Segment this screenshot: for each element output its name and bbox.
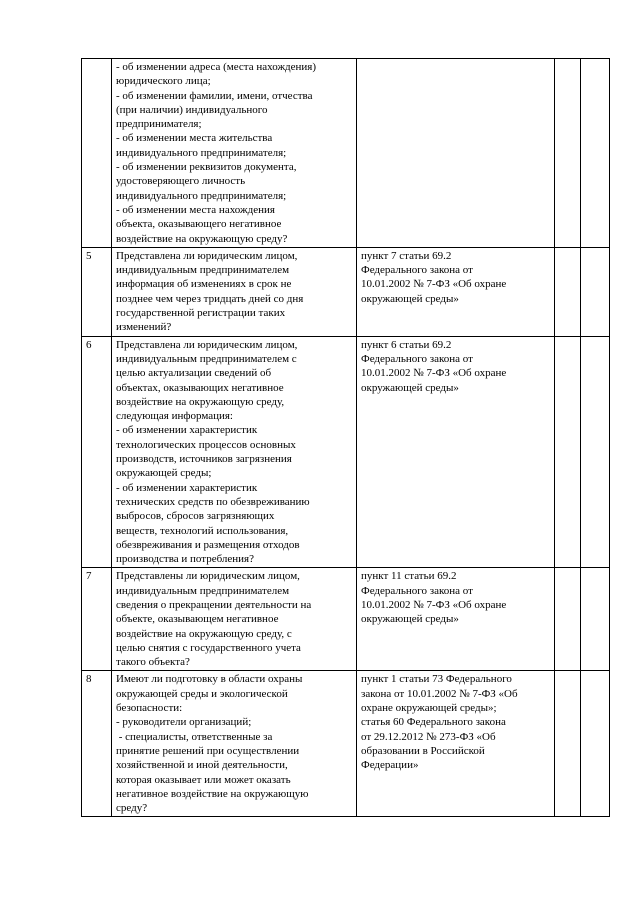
text-line: индивидуальным предпринимателем <box>116 584 290 597</box>
text-line: такого объекта? <box>116 656 190 669</box>
requirements-table <box>81 58 610 817</box>
text-line: технологических процессов основных <box>116 438 296 451</box>
question-cell <box>112 59 357 248</box>
text-line: принятие решений при осуществлении <box>116 744 300 757</box>
text-line: предпринимателя; <box>116 118 202 131</box>
text-line: образовании в Российской <box>361 744 485 757</box>
text-line: воздействие на окружающую среду, с <box>116 627 292 640</box>
answer-cell-1[interactable] <box>555 568 581 671</box>
text-line: - специалисты, ответственные за <box>116 730 273 743</box>
text-line: которая оказывает или может оказать <box>116 773 291 786</box>
text-line: пункт 7 статьи 69.2 <box>361 249 452 262</box>
text-line: - об изменении характеристик <box>116 481 258 494</box>
answer-cell-1[interactable] <box>555 59 581 248</box>
answer-cell-2[interactable] <box>581 336 610 568</box>
legal-reference-cell <box>357 59 555 248</box>
text-line: - руководители организаций; <box>116 716 252 729</box>
text-line: сведения о прекращении деятельности на <box>116 598 312 611</box>
question-cell <box>112 568 357 671</box>
text-line: позднее чем через тридцать дней со дня <box>116 292 304 305</box>
text-line: Федерального закона от <box>361 264 473 277</box>
table-row <box>82 247 610 336</box>
text-line: Имеют ли подготовку в области охраны <box>116 673 303 686</box>
text-line: окружающей среды» <box>361 292 459 305</box>
text-line: производства и потребления? <box>116 553 254 566</box>
text-line: государственной регистрации таких <box>116 307 286 320</box>
text-line: информация об изменениях в срок не <box>116 278 292 291</box>
table-row <box>82 336 610 568</box>
table-row <box>82 568 610 671</box>
text-line: охране окружающей среды»; <box>361 702 497 715</box>
text-line: негативное воздействие на окружающую <box>116 787 309 800</box>
text-line: объекта, оказывающего негативное <box>116 218 282 231</box>
text-line: Федерального закона от <box>361 352 473 365</box>
text-line: окружающей среды» <box>361 613 459 626</box>
text-line: Федерального закона от <box>361 584 473 597</box>
text-line: - об изменении характеристик <box>116 424 258 437</box>
text-line: индивидуального предпринимателя; <box>116 146 287 159</box>
text-line: удостоверяющего личность <box>116 175 246 188</box>
text-line: целью снятия с государственного учета <box>116 641 301 654</box>
question-cell <box>112 247 357 336</box>
text-line: 10.01.2002 № 7-ФЗ «Об охране <box>361 598 507 611</box>
legal-reference-cell <box>357 336 555 568</box>
question-cell <box>112 671 357 817</box>
text-line: Представлена ли юридическим лицом, <box>116 249 298 262</box>
text-line: целью актуализации сведений об <box>116 367 272 380</box>
text-line: закона от 10.01.2002 № 7-ФЗ «Об <box>361 687 518 700</box>
text-line: - об изменении реквизитов документа, <box>116 161 297 174</box>
text-line: пункт 1 статьи 73 Федерального <box>361 673 512 686</box>
row-number-cell: 5 <box>82 247 112 336</box>
text-line: 10.01.2002 № 7-ФЗ «Об охране <box>361 367 507 380</box>
text-line: производств, источников загрязнения <box>116 453 292 466</box>
legal-reference-cell <box>357 568 555 671</box>
legal-reference-cell <box>357 671 555 817</box>
text-line: Представлены ли юридическим лицом, <box>116 570 300 583</box>
text-line: индивидуального предпринимателя; <box>116 189 287 202</box>
text-line: обезвреживания и размещения отходов <box>116 538 300 551</box>
text-line: индивидуальным предпринимателем с <box>116 352 297 365</box>
answer-cell-1[interactable] <box>555 671 581 817</box>
text-line: окружающей среды и экологической <box>116 687 288 700</box>
legal-reference-cell <box>357 247 555 336</box>
text-line: от 29.12.2012 № 273-ФЗ «Об <box>361 730 496 743</box>
text-line: Представлена ли юридическим лицом, <box>116 338 298 351</box>
text-line: следующая информация: <box>116 410 233 423</box>
row-number-cell: 6 <box>82 336 112 568</box>
text-line: среду? <box>116 802 148 815</box>
text-line: пункт 11 статьи 69.2 <box>361 570 457 583</box>
text-line: (при наличии) индивидуального <box>116 103 268 116</box>
text-line: - об изменении места нахождения <box>116 203 275 216</box>
table-row <box>82 59 610 248</box>
text-line: - об изменении места жительства <box>116 132 273 145</box>
text-line: статья 60 Федерального закона <box>361 716 506 729</box>
answer-cell-1[interactable] <box>555 336 581 568</box>
text-line: - об изменении фамилии, имени, отчества <box>116 89 313 102</box>
text-line: окружающей среды» <box>361 381 459 394</box>
answer-cell-2[interactable] <box>581 568 610 671</box>
answer-cell-1[interactable] <box>555 247 581 336</box>
question-cell <box>112 336 357 568</box>
table-body <box>82 59 610 817</box>
text-line: окружающей среды; <box>116 467 212 480</box>
text-line: 10.01.2002 № 7-ФЗ «Об охране <box>361 278 507 291</box>
text-line: технических средств по обезвреживанию <box>116 495 310 508</box>
text-line: Федерации» <box>361 759 419 772</box>
row-number-cell: 7 <box>82 568 112 671</box>
text-line: безопасности: <box>116 702 183 715</box>
text-line: объектах, оказывающих негативное <box>116 381 284 394</box>
answer-cell-2[interactable] <box>581 59 610 248</box>
text-line: веществ, технологий использования, <box>116 524 289 537</box>
table-row <box>82 671 610 817</box>
row-number-cell <box>82 59 112 248</box>
text-line: индивидуальным предпринимателем <box>116 264 290 277</box>
row-number-cell: 8 <box>82 671 112 817</box>
text-line: юридического лица; <box>116 75 211 88</box>
text-line: изменений? <box>116 321 172 334</box>
text-line: воздействие на окружающую среду? <box>116 232 288 245</box>
text-line: пункт 6 статьи 69.2 <box>361 338 452 351</box>
text-line: объекте, оказывающем негативное <box>116 613 279 626</box>
text-line: выбросов, сбросов загрязняющих <box>116 510 275 523</box>
text-line: воздействие на окружающую среду, <box>116 395 285 408</box>
text-line: хозяйственной и иной деятельности, <box>116 759 288 772</box>
answer-cell-2[interactable] <box>581 247 610 336</box>
answer-cell-2[interactable] <box>581 671 610 817</box>
text-line: - об изменении адреса (места нахождения) <box>116 61 317 73</box>
